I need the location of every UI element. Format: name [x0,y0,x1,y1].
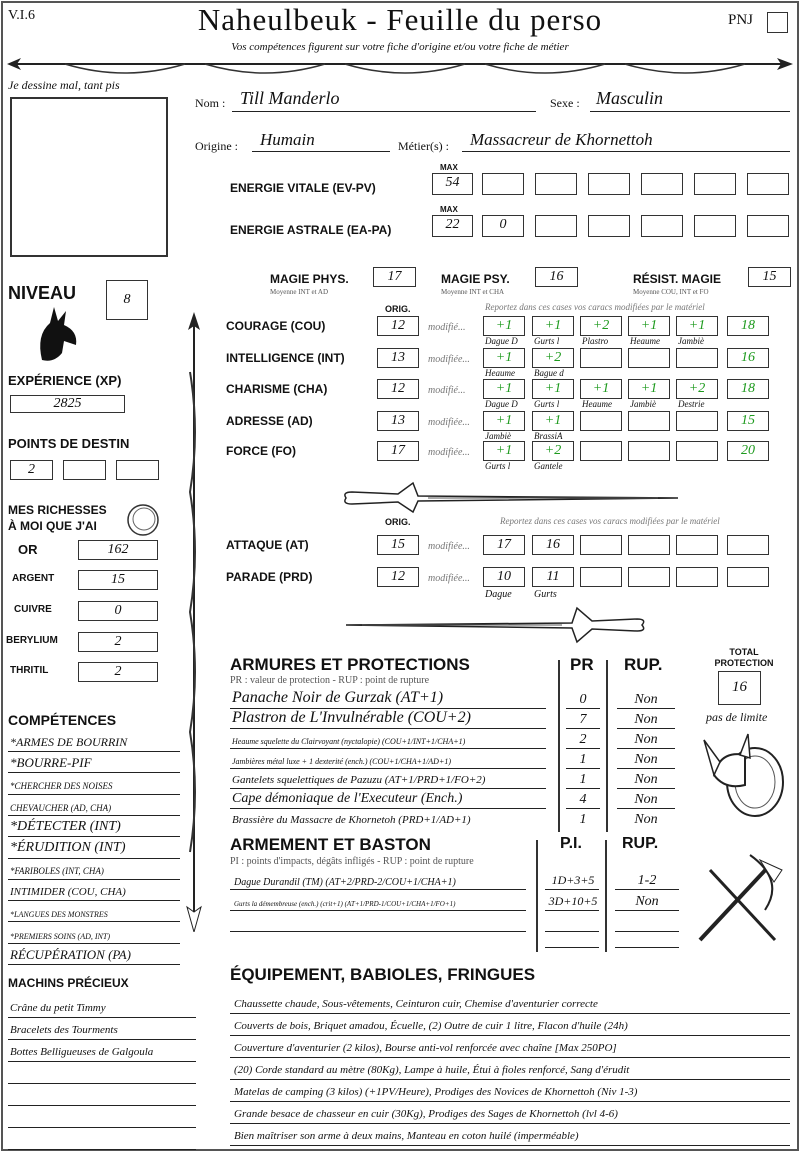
stat-modifier-box[interactable]: +1 [580,379,622,399]
stat-modifier-source: Dague D [485,336,518,346]
wealth-label [8,502,107,534]
combat-label: ATTAQUE (AT) [226,538,309,552]
skill-name: *ARMES DE BOURRIN [10,735,128,750]
armor-rup: Non [634,752,658,767]
stat-modifier-source: Bague d [534,368,564,378]
skill-name: *ÉRUDITION (INT) [10,840,126,856]
metier-label: Métier(s) : [398,139,449,153]
skill-name: *PREMIERS SOINS (AD, INT) [10,931,110,941]
stat-modifier-source: Dague D [485,399,518,409]
stat-modifier-box[interactable] [676,411,718,431]
combat-orig-box[interactable]: 15 [377,535,419,555]
xp-box[interactable]: 2825 [10,395,125,413]
combat-modifier-box[interactable] [676,567,718,587]
wealth-box[interactable]: 2 [78,662,158,682]
armor-name: Plastron de L'Invulnérable (COU+2) [232,708,471,726]
total-protection-label [700,647,788,669]
pnj-checkbox[interactable] [767,12,788,33]
pr-header: PR [570,655,594,674]
skill-name: *CHERCHER DES NOISES [10,781,113,792]
stat-label: ADRESSE (AD) [226,414,313,428]
stat-modifier-source: Gantele [534,461,563,471]
armor-subtitle: PR : valeur de protection - RUP : point de rupture [230,675,430,686]
armor-name: Brassière du Massacre de Khornetoh (PRD+1/AD+1) [232,814,471,827]
sexe-field[interactable] [590,88,790,112]
armor-pr: 0 [579,692,587,707]
magic-value-box[interactable]: 15 [748,267,791,287]
spear-divider-icon [5,56,795,82]
stat-modifier-box[interactable]: +1 [483,379,525,399]
weapon-rup: 1-2 [637,873,657,888]
armor-rup: Non [634,732,658,747]
skill-name: *DÉTECTER (INT) [10,819,121,835]
ea-box[interactable] [535,215,577,237]
wealth-label: THRITIL [10,665,49,676]
magic-value-box[interactable]: 17 [373,267,416,287]
ev-box[interactable] [694,173,736,195]
skill-name: RÉCUPÉRATION (PA) [10,947,131,963]
equipment-item: Chaussette chaude, Sous-vêtements, Ceinturon cuir, Chemise d'aventurier correcte [234,998,598,1010]
stat-modifier-source: Gurts l [534,336,560,346]
wealth-label: BERYLIUM [6,635,58,646]
stat-modified-label: modifiée... [428,417,470,428]
equipment-item: Bien maîtriser son arme à deux mains, Manteau en coton huilé (imperméable) [234,1130,579,1142]
niveau-label: NIVEAU [8,283,77,303]
stat-orig-box[interactable]: 12 [377,379,419,399]
armor-name: Cape démoniaque de l'Executeur (Ench.) [232,790,463,806]
weapons-title: ARMEMENT ET BASTON [230,835,431,854]
stat-modifier-box[interactable]: +1 [483,441,525,461]
dragon-icon [34,305,80,363]
ev-box[interactable] [588,173,630,195]
nom-value: Till Manderlo [240,88,340,108]
armor-rup: Non [634,812,658,827]
combat-modifier-box[interactable] [580,535,622,555]
magic-label: MAGIE PSY. [441,272,510,286]
combat-modifier-box[interactable]: 11 [532,567,574,587]
wealth-label: OR [18,541,38,557]
ea-box[interactable]: 0 [482,215,524,237]
helmet-shield-icon [700,730,790,820]
weapon-line[interactable] [230,914,526,932]
origine-value: Humain [260,130,315,149]
stat-modifier-box[interactable] [628,348,670,368]
combat-modifier-box[interactable] [727,535,769,555]
wealth-label-line: MES RICHESSES [8,503,107,517]
stat-modifier-box[interactable] [628,441,670,461]
stat-modified-label: modifié... [428,322,466,333]
stat-orig-box[interactable]: 13 [377,411,419,431]
weapons-divider [536,840,538,952]
sword-icon [342,605,652,645]
wealth-label-line: À MOI QUE J'AI [8,519,97,533]
armor-rup: Non [634,712,658,727]
stat-modifier-source: Heaume [485,368,515,378]
total-label-line: TOTAL [729,647,759,657]
stat-modifier-box[interactable]: +1 [676,316,718,336]
version-label: V.I.6 [8,8,35,23]
weapon-rup-line[interactable] [615,914,679,932]
ev-box[interactable] [641,173,683,195]
combat-modifier-box[interactable] [580,567,622,587]
total-protection-box[interactable]: 16 [718,671,761,705]
destin-label: POINTS DE DESTIN [8,436,130,451]
armor-rup: Non [634,692,658,707]
stat-modified-label: modifiée... [428,447,470,458]
ev-box[interactable] [482,173,524,195]
sexe-value: Masculin [596,88,663,108]
stat-label: INTELLIGENCE (INT) [226,351,345,365]
destin-box[interactable]: 2 [10,460,53,480]
stat-orig-box[interactable]: 17 [377,441,419,461]
stat-total-box[interactable]: 18 [727,379,769,399]
equipment-item: Couverture d'aventurier (2 kilos), Bourse anti-vol renforcée avec chaîne [Max 250PO] [234,1042,617,1054]
combat-orig-header: ORIG. [385,517,411,527]
stat-orig-box[interactable]: 12 [377,316,419,336]
combat-modified-label: modifiée... [428,541,470,552]
destin-box[interactable] [116,460,159,480]
pi-line[interactable] [545,914,599,932]
ev-label: ENERGIE VITALE (EV-PV) [230,181,376,195]
magic-value-box[interactable]: 16 [535,267,578,287]
treasure-line[interactable] [8,1086,196,1106]
wealth-box[interactable]: 15 [78,570,158,590]
stat-modifier-box[interactable] [676,441,718,461]
limit-note: pas de limite [706,710,768,724]
sexe-label: Sexe : [550,96,580,110]
stat-modifier-box[interactable]: +2 [532,441,574,461]
magic-note: Moyenne INT et CHA [441,288,505,296]
treasures-label: MACHINS PRÉCIEUX [8,976,129,990]
magic-note: Moyenne INT et AD [270,288,328,296]
weapon-line [615,932,679,948]
stat-label: FORCE (FO) [226,444,296,458]
treasure-name: Crâne du petit Timmy [10,1002,106,1014]
stat-total-box[interactable]: 18 [727,316,769,336]
staff-icon [184,312,204,932]
armor-pr: 4 [579,792,587,807]
orig-header: ORIG. [385,304,411,314]
ea-box[interactable] [694,215,736,237]
combat-modifier-box[interactable]: 16 [532,535,574,555]
page-title: Naheulbeuk - Feuille du perso [197,2,603,37]
armor-rup: Non [634,792,658,807]
stat-modified-label: modifié... [428,385,466,396]
ev-max-box[interactable]: 54 [432,173,473,195]
stat-modifier-box[interactable]: +1 [532,411,574,431]
stat-modifier-box[interactable]: +2 [580,316,622,336]
stat-total-box[interactable]: 16 [727,348,769,368]
treasure-name: Bottes Belligueuses de Galgoula [10,1046,154,1058]
ea-max-box[interactable]: 22 [432,215,473,237]
crossed-weapons-icon [690,850,790,950]
stat-modifier-source: Plastro [582,336,609,346]
stat-label: CHARISME (CHA) [226,382,328,396]
nom-field[interactable] [232,88,536,112]
ea-box[interactable] [588,215,630,237]
ea-max-label: MAX [440,205,458,214]
equipment-item: (20) Corde standard au mètre (80Kg), Lampe à huile, Étui à fioles renforcé, Sang d'érudit [234,1064,630,1076]
armor-pr: 1 [579,752,587,767]
portrait-caption: Je dessine mal, tant pis [8,78,120,92]
origine-field[interactable] [252,130,390,152]
combat-modifier-source: Dague [485,589,512,600]
stat-modifier-box[interactable]: +1 [483,316,525,336]
combat-modifier-box[interactable]: 17 [483,535,525,555]
stat-modifier-source: Jambiè [630,399,656,409]
stat-modifier-box[interactable]: +1 [628,379,670,399]
stat-modifier-box[interactable]: +2 [676,379,718,399]
wealth-box[interactable]: 0 [78,601,158,621]
combat-modifier-box[interactable] [676,535,718,555]
stat-total-box[interactable]: 20 [727,441,769,461]
combat-modified-label: modifiée... [428,573,470,584]
weapons-rup-header: RUP. [622,835,659,852]
equipment-item: Grande besace de chasseur en cuir (30Kg), Prodiges des Sages de Khornettoh (lvl 4-6) [234,1108,618,1120]
xp-label: EXPÉRIENCE (XP) [8,373,122,388]
ea-box[interactable] [641,215,683,237]
nom-label: Nom : [195,96,226,110]
equipment-item: Matelas de camping (3 kilos) (+1PV/Heure), Prodiges des Novices de Khornettoh (Niv 1-3) [234,1086,638,1098]
stat-modifier-source: Heaume [630,336,660,346]
skill-name: *LANGUES DES MONSTRES [10,910,108,920]
ea-box[interactable] [747,215,789,237]
stat-total-box[interactable]: 15 [727,411,769,431]
weapon-line [545,932,599,948]
stat-modifier-box[interactable]: +1 [628,316,670,336]
weapons-divider [605,840,607,952]
combat-modifier-box[interactable] [628,567,670,587]
stat-modifier-box[interactable]: +2 [532,348,574,368]
ev-box[interactable] [747,173,789,195]
stat-orig-box[interactable]: 13 [377,348,419,368]
stat-modified-label: modifiée... [428,354,470,365]
stat-modifier-box[interactable]: +1 [532,316,574,336]
skill-name: CHEVAUCHER (AD, CHA) [10,802,112,813]
combat-modifier-box[interactable]: 10 [483,567,525,587]
coin-icon [126,503,160,537]
skills-label: COMPÉTENCES [8,712,117,728]
armor-name: Jambières métal luxe + 1 dexterité (ench.) (COU+1/CHA+1/AD+1) [232,756,452,766]
portrait-box[interactable] [10,97,168,257]
stat-modifier-source: Jambiè [678,336,704,346]
weapon-pi: 1D+3+5 [551,873,595,887]
treasure-name: Bracelets des Tourments [10,1024,118,1036]
skill-name: *FARIBOLES (INT, CHA) [10,866,104,877]
combat-modifier-box[interactable] [628,535,670,555]
pi-header: P.I. [560,835,582,852]
wealth-box[interactable]: 162 [78,540,158,560]
destin-box[interactable] [63,460,106,480]
stat-modifier-source: BrassiA [534,431,563,441]
metier-field[interactable] [462,130,790,152]
niveau-box[interactable]: 8 [106,280,148,320]
armor-pr: 2 [579,732,587,747]
armor-name: Gantelets squelettiques de Pazuzu (AT+1/PRD+1/FO+2) [232,774,486,787]
armor-rup-header: RUP. [624,655,663,674]
sword-icon [338,478,683,516]
page-subtitle: Vos compétences figurent sur votre fiche d'origine et/ou votre fiche de métier [231,41,569,53]
skill-name: *BOURRE-PIF [10,755,92,771]
combat-orig-box[interactable]: 12 [377,567,419,587]
skill-name: INTIMIDER (COU, CHA) [10,886,126,899]
combat-label: PARADE (PRD) [226,570,313,584]
stat-modifier-box[interactable] [580,348,622,368]
armor-rup: Non [634,772,658,787]
weapon-pi: 3D+10+5 [548,894,598,908]
treasure-line[interactable] [8,1108,196,1128]
protection-label-line: PROTECTION [714,658,774,668]
armor-pr: 7 [579,712,587,727]
stat-modifier-source: Gurts l [534,399,560,409]
combat-note: Reportez dans ces cases vos caracs modifiées par le matériel [500,516,720,526]
stat-modifier-source: Destrie [678,399,705,409]
combat-modifier-box[interactable] [727,567,769,587]
stat-modifier-box[interactable] [676,348,718,368]
wealth-box[interactable]: 2 [78,632,158,652]
pnj-label: PNJ [728,12,754,28]
stat-modifier-box[interactable] [580,411,622,431]
magic-label: RÉSIST. MAGIE [633,272,722,286]
stat-modifier-box[interactable]: +1 [483,348,525,368]
wealth-label: ARGENT [12,573,55,584]
treasure-line[interactable] [8,1130,196,1150]
weapon-rup: Non [635,894,659,909]
stat-modifier-box[interactable] [580,441,622,461]
combat-modifier-source: Gurts [534,589,557,600]
stat-modifier-box[interactable] [628,411,670,431]
magic-note: Moyenne COU, INT et FO [633,288,709,296]
magic-label: MAGIE PHYS. [270,272,349,286]
weapons-subtitle: PI : points d'impacts, dégâts infligés - RUP : point de rupture [230,856,474,867]
weapon-name: Gurts la démembreuse (ench.) (crit+1) (AT+1/PRD-1/COU+1/CHA+1/FO+1) [234,899,456,908]
ev-max-label: MAX [440,163,458,172]
ea-label: ENERGIE ASTRALE (EA-PA) [230,223,392,237]
armor-name: Panache Noir de Gurzak (AT+1) [232,688,444,706]
ev-box[interactable] [535,173,577,195]
equipment-title: ÉQUIPEMENT, BABIOLES, FRINGUES [230,965,536,984]
treasure-line[interactable] [8,1064,196,1084]
wealth-label: CUIVRE [14,604,52,615]
armor-pr: 1 [579,812,587,827]
armor-name: Heaume squelette du Clairvoyant (nyctalopie) (COU+1/INT+1/CHA+1) [232,736,466,746]
stat-modifier-box[interactable]: +1 [483,411,525,431]
stats-note: Reportez dans ces cases vos caracs modifiées par le matériel [485,302,705,312]
metier-value: Massacreur de Khornettoh [470,130,653,149]
weapon-name: Dague Durandil (TM) (AT+2/PRD-2/COU+1/CHA+1) [234,876,456,888]
stat-label: COURAGE (COU) [226,319,326,333]
stat-modifier-source: Gurts l [485,461,511,471]
equipment-item: Couverts de bois, Briquet amadou, Écuelle, (2) Outre de cuir 1 litre, Flacon d'huile (24h) [234,1020,628,1032]
stat-modifier-source: Jambiè [485,431,511,441]
origine-label: Origine : [195,139,238,153]
stat-modifier-source: Heaume [582,399,612,409]
stat-modifier-box[interactable]: +1 [532,379,574,399]
armor-pr: 1 [579,772,587,787]
armor-title: ARMURES ET PROTECTIONS [230,655,470,674]
